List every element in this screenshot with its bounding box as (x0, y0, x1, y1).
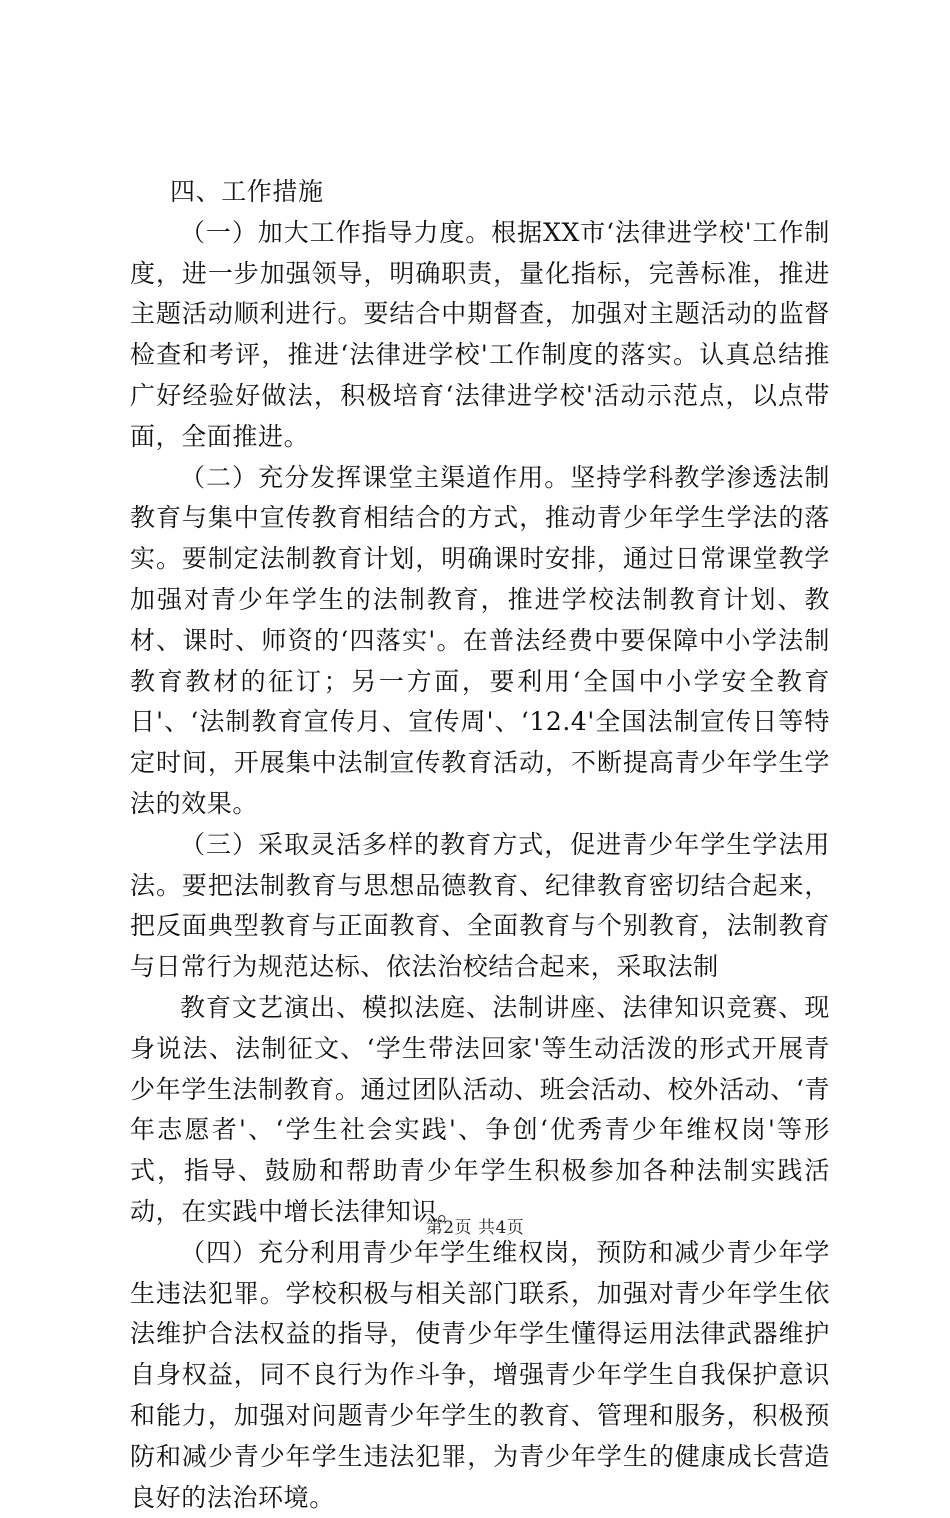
paragraph-4: 教育文艺演出、模拟法庭、法制讲座、法律知识竞赛、现身说法、法制征文、‘学生带法回家'等生动活泼的形式开展青少年学生法制教育。通过团队活动、班会活动、校外活动、‘青年志愿者'、‘学生社会实践'、争创‘优秀青少年维权岗'等形式，指导、鼓励和帮助青少年学生积极参加各种法制实践活动，在实践中增长法律知识。 (130, 992, 830, 1226)
paragraph-5: （四）充分利用青少年学生维权岗，预防和减少青少年学生违法犯罪。学校积极与相关部门联系，加强对青少年学生依法维护合法权益的指导，使青少年学生懂得运用法律武器维护自身权益，同不良行为作斗争，增强青少年学生自我保护意识和能力，加强对问题青少年学生的教育、管理和服务，积极预防和减少青少年学生违法犯罪，为青少年学生的健康成长营造良好的法治环境。 (130, 1237, 830, 1512)
paragraph-3: （三）采取灵活多样的教育方式，促进青少年学生学法用法。要把法制教育与思想品德教育、纪律教育密切结合起来，把反面典型教育与正面教育、全面教育与个别教育，法制教育与日常行为规范达标、依法治校结合起来，采取法制 (130, 829, 830, 982)
paragraph-1: （一）加大工作指导力度。根据XX市‘法律进学校'工作制度，进一步加强领导，明确职责，量化指标，完善标准，推进主题活动顺利进行。要结合中期督查，加强对主题活动的监督检查和考评，推进‘法律进学校'工作制度的落实。认真总结推广好经验好做法，积极培育‘法律进学校'活动示范点，以点带面，全面推进。 (130, 217, 830, 451)
section-heading: 四、工作措施 (170, 177, 324, 206)
page-number-footer: 第2页 共4页 (425, 1218, 525, 1238)
paragraph-2: （二）充分发挥课堂主渠道作用。坚持学科教学渗透法制教育与集中宣传教育相结合的方式，推动青少年学生学法的落实。要制定法制教育计划，明确课时安排，通过日常课堂教学加强对青少年学生的法制教育，推进学校法制教育计划、教材、课时、师资的‘四落实'。在普法经费中要保障中小学法制教育教材的征订；另一方面，要利用‘全国中小学安全教育日'、‘法制教育宣传月、宣传周'、‘12.4'全国法制宣传日等特定时间，开展集中法制宣传教育活动，不断提高青少年学生学法的效果。 (130, 462, 830, 818)
document-body (130, 172, 830, 1518)
